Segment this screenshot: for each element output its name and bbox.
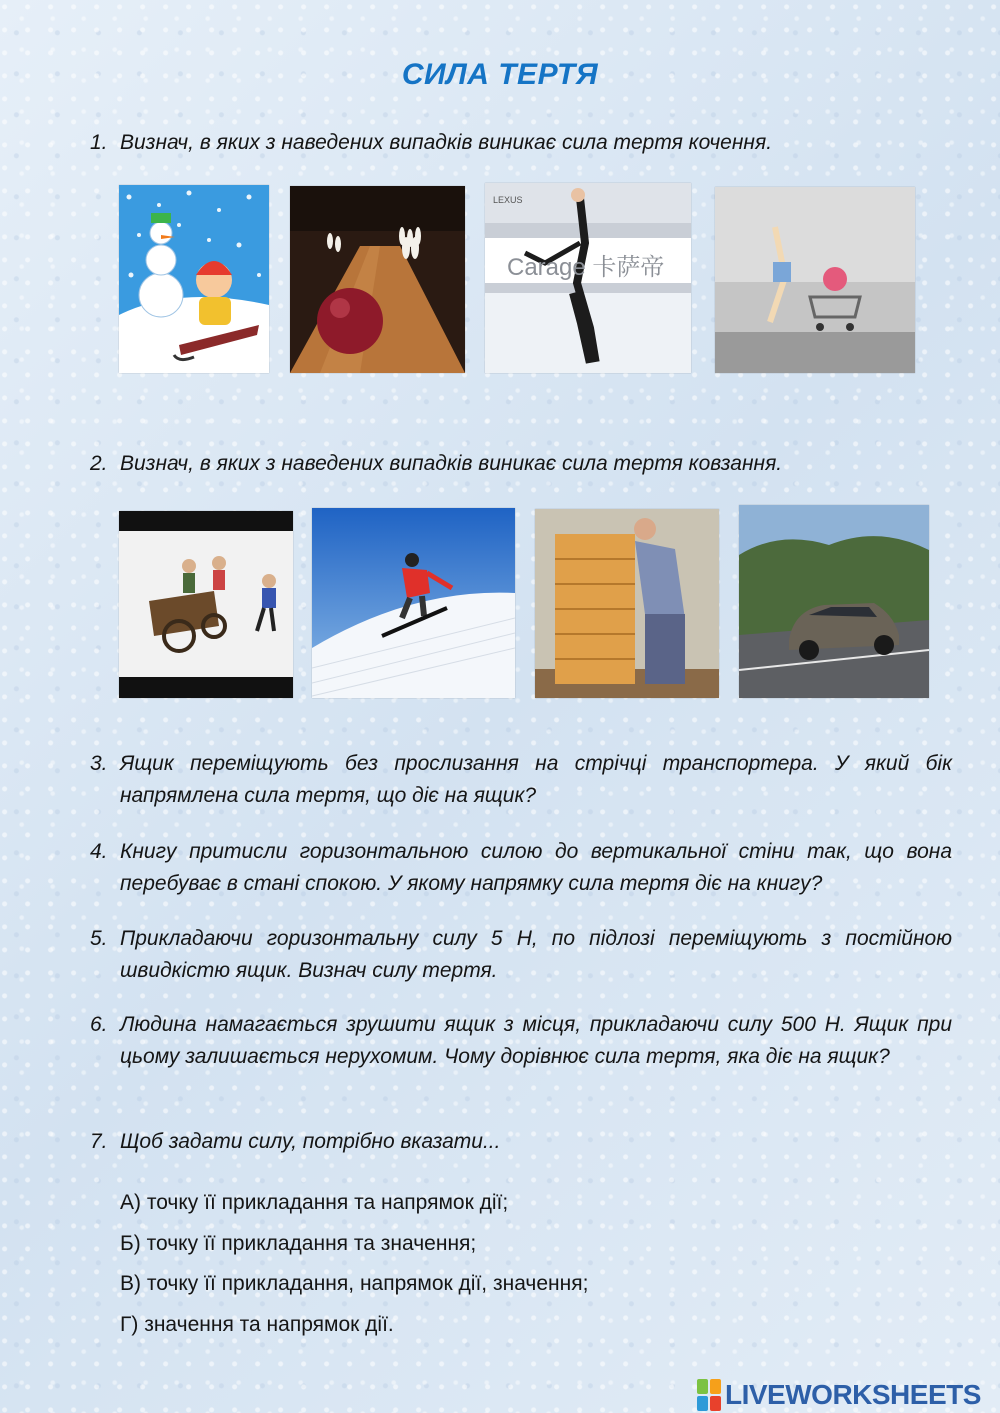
- question-number: 6.: [90, 1013, 108, 1036]
- question-number: 1.: [90, 131, 108, 154]
- logo-mark-icon: [697, 1379, 721, 1411]
- car-road-icon: [739, 505, 929, 698]
- question-text: Книгу притисли горизонтальною силою до вертикальної стіни так, що вона перебуває в стані спокою. У якому напрямку сила тертя діє на книгу?: [120, 840, 952, 895]
- bowling-icon: [290, 186, 465, 373]
- liveworksheets-logo: [697, 1377, 981, 1413]
- question-number: 4.: [90, 840, 108, 863]
- question-text: Визнач, в яких з наведених випадків виникає сила тертя ковзання.: [120, 452, 783, 475]
- answer-option-d[interactable]: Г) значення та напрямок дії.: [120, 1313, 394, 1336]
- question-number: 3.: [90, 752, 108, 775]
- question-text: Визнач, в яких з наведених випадків виникає сила тертя кочення.: [120, 131, 773, 154]
- cart-pushing-icon: [119, 511, 293, 698]
- lexus-text: LEXUS: [493, 195, 523, 205]
- snowboarder-icon: [312, 508, 515, 698]
- logo-text: LIVEWORKSHEETS: [725, 1379, 981, 1410]
- question-3: [90, 748, 952, 812]
- skating-banner-text: Carage 卡萨帝: [507, 254, 665, 281]
- question-text: Ящик переміщують без прослизання на стрічці транспортера. У який бік напрямлена сила тертя, що діє на ящик?: [120, 752, 952, 807]
- question-5: [90, 923, 952, 987]
- question-2: [90, 448, 952, 480]
- question-7: [90, 1126, 952, 1158]
- question-number: 5.: [90, 927, 108, 950]
- answer-option-c[interactable]: В) точку її прикладання, напрямок дії, значення;: [120, 1272, 589, 1295]
- question-number: 7.: [90, 1130, 108, 1153]
- question-number: 2.: [90, 452, 108, 475]
- question-text: Прикладаючи горизонтальну силу 5 Н, по підлозі переміщують з постійною швидкістю ящик. Визнач силу тертя.: [120, 927, 952, 982]
- question-4: [90, 836, 952, 900]
- question-6: [90, 1009, 952, 1073]
- question-1: [90, 127, 952, 159]
- question-text: Людина намагається зрушити ящик з місця, прикладаючи силу 500 Н. Ящик при цьому залишається нерухомим. Чому дорівнює сила тертя, яка діє на ящик?: [120, 1013, 952, 1068]
- snowman-sled-icon: [119, 185, 269, 373]
- shopping-cart-icon: [715, 187, 915, 373]
- dresser-pushing-icon: [535, 509, 719, 698]
- answer-option-a[interactable]: А) точку її прикладання та напрямок дії;: [120, 1191, 509, 1214]
- figure-skater-icon: [485, 183, 691, 373]
- question-text: Щоб задати силу, потрібно вказати...: [120, 1130, 501, 1153]
- page-title: СИЛА ТЕРТЯ: [401, 58, 599, 91]
- answer-option-b[interactable]: Б) точку її прикладання та значення;: [120, 1232, 477, 1255]
